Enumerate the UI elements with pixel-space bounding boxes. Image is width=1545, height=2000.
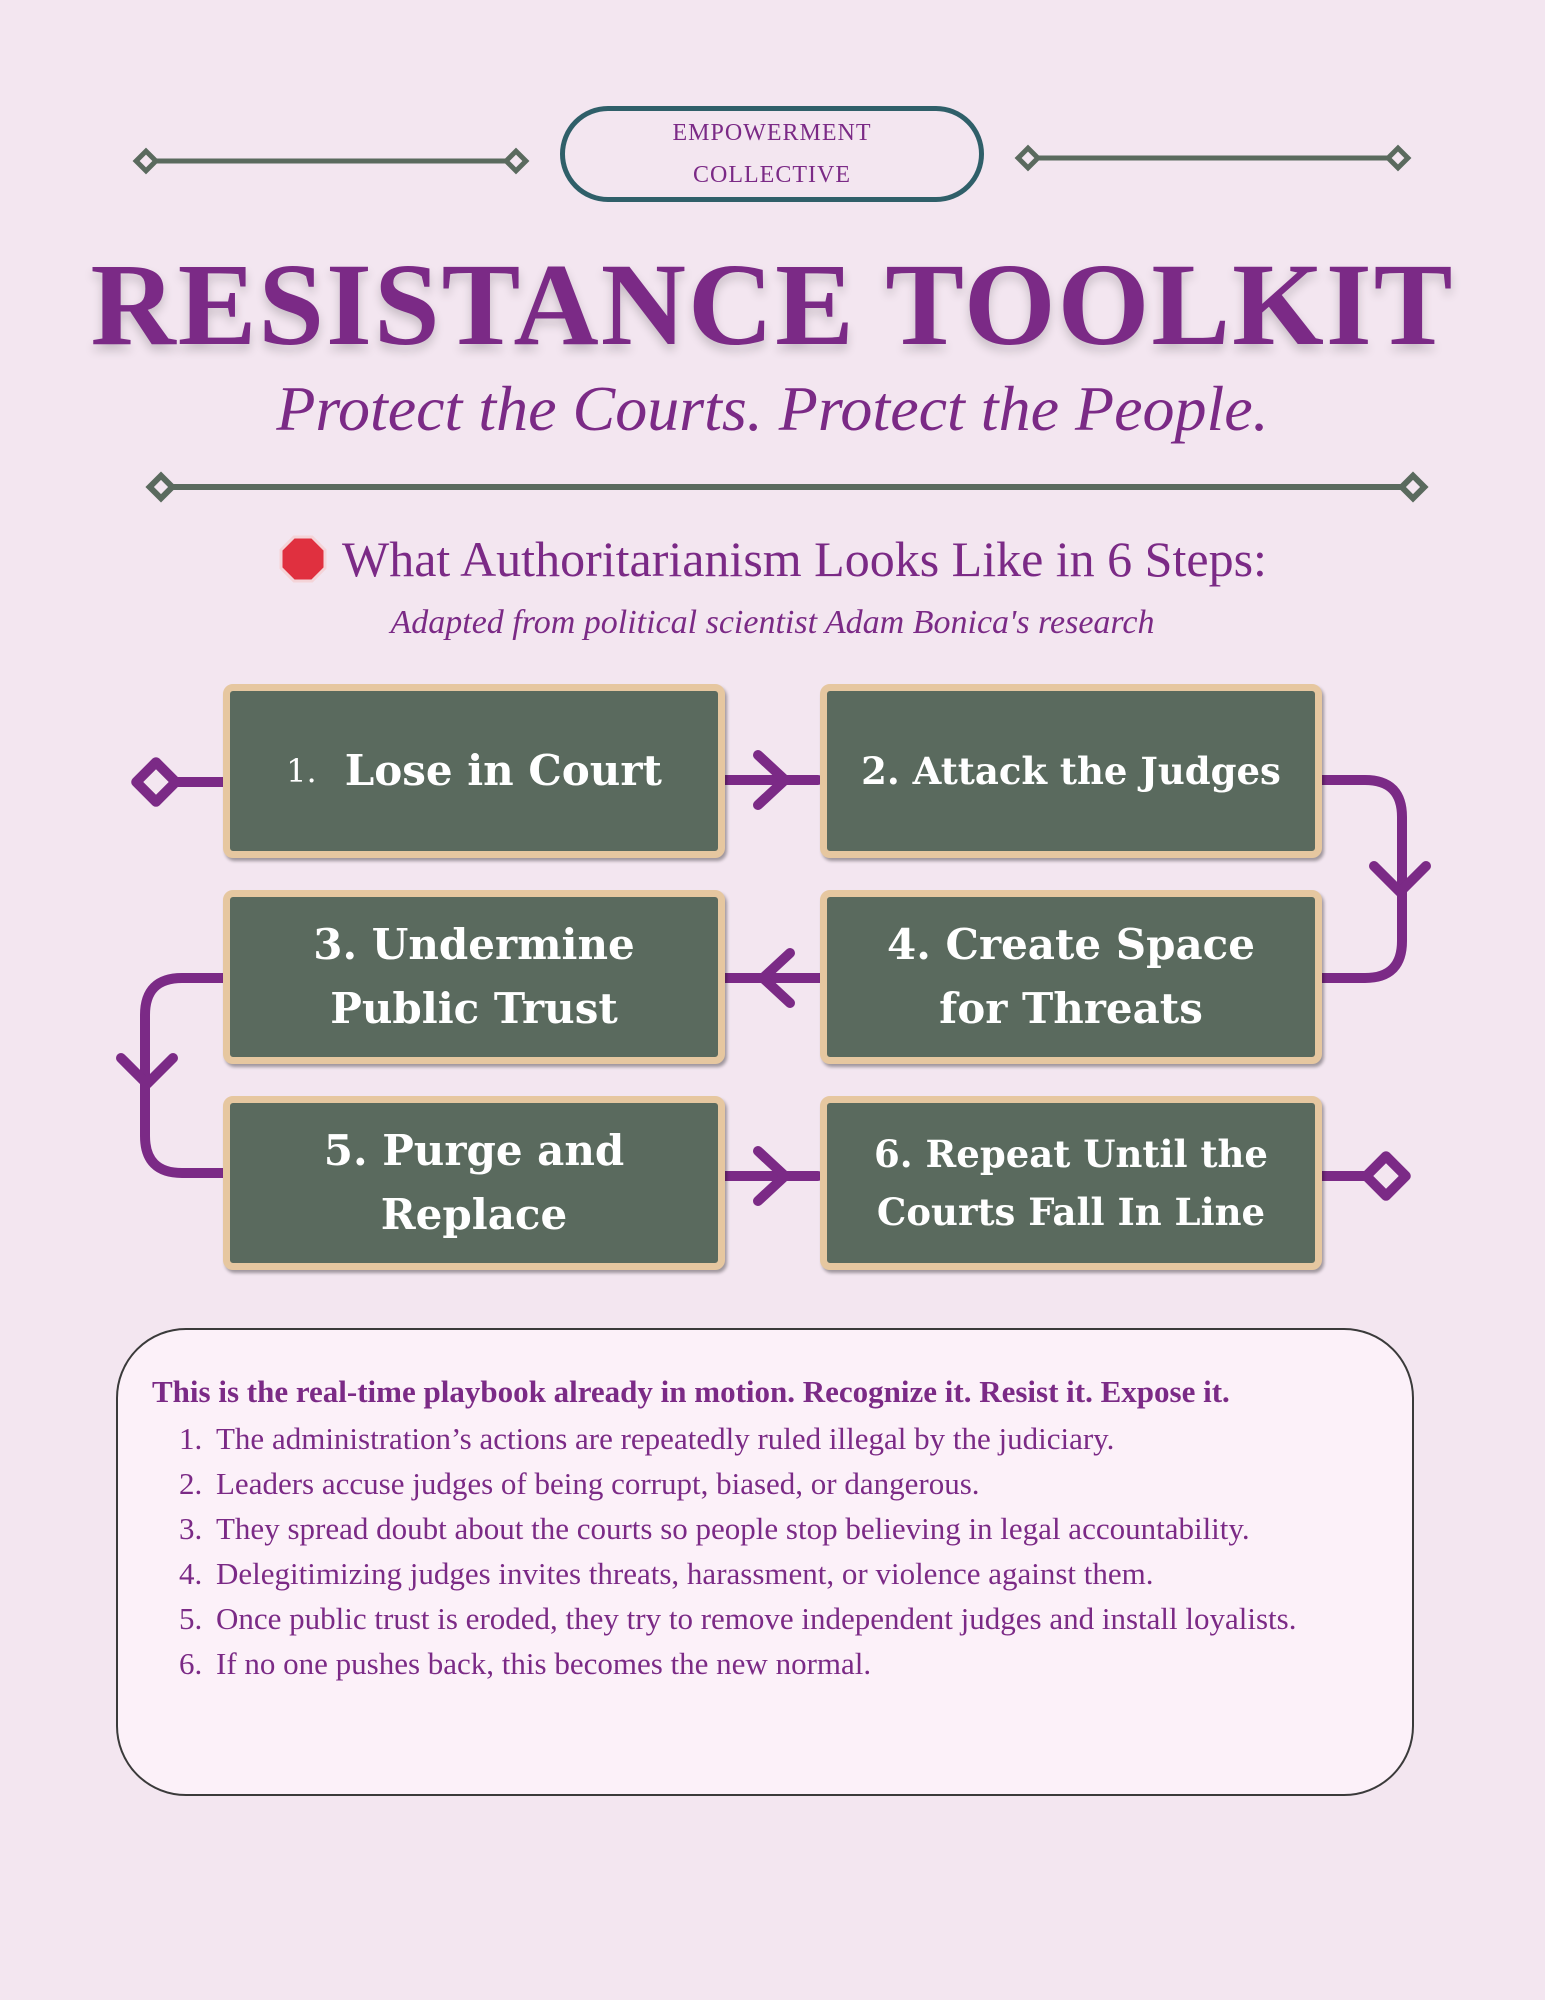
playbook-box [116,1328,1414,1796]
step-2-box [820,684,1322,858]
stop-sign-icon [278,534,328,584]
steps-source-note: Adapted from political scientist Adam Bonica's research [390,604,1155,641]
step-1-label: Lose in Court [344,746,662,795]
playbook-item-2: 2. Leaders accuse judges of being corrupt, biased, or dangerous. [210,1461,1378,1506]
step-3-box [223,890,725,1064]
playbook-lead: This is the real-time playbook already in motion. Recognize it. Resist it. Expose it. [152,1374,1230,1409]
playbook-item-1: 1. The administration’s actions are repeatedly ruled illegal by the judiciary. [210,1416,1378,1461]
playbook-item-3: 3. They spread doubt about the courts so people stop believing in legal accountability. [210,1506,1378,1551]
step-6-box [820,1096,1322,1270]
step-5-box [223,1096,725,1270]
title-divider-rule [150,476,1425,499]
step-4-label: Create Space for Threats [939,920,1255,1033]
step-3-label: Undermine Public Trust [330,920,635,1033]
step-6-label: Repeat Until the Courts Fall In Line [876,1132,1268,1234]
steps-heading [0,530,1545,588]
step-3-number: 3. [313,920,358,969]
badge-line-2: COLLECTIVE [693,162,851,188]
playbook-item-5: 5. Once public trust is eroded, they try to remove independent judges and install loyalists. [210,1596,1378,1641]
playbook-item-6: 6. If no one pushes back, this becomes the new normal. [210,1641,1378,1686]
step-4-box [820,890,1322,1064]
step-5-number: 5. [323,1126,368,1175]
playbook-item-4: 4. Delegitimizing judges invites threats, harassment, or violence against them. [210,1551,1378,1596]
page-subtitle: Protect the Courts. Protect the People. [276,373,1269,444]
step-2-number: 2. [861,749,900,793]
top-right-rule [1018,148,1408,168]
organization-badge [560,106,984,202]
step-2-label: Attack the Judges [912,749,1281,793]
step-5-label: Purge and Replace [380,1126,625,1239]
step-4-number: 4. [887,920,931,969]
step-6-number: 6. [874,1132,913,1176]
step-1-number: 1. [286,752,317,790]
badge-line-1: EMPOWERMENT [672,120,872,146]
page-title: RESISTANCE TOOLKIT [90,239,1455,370]
top-left-rule [136,151,526,171]
step-1-box [223,684,725,858]
playbook-list [152,1416,1378,1686]
steps-heading-text: What Authoritarianism Looks Like in 6 Steps: [342,531,1267,587]
